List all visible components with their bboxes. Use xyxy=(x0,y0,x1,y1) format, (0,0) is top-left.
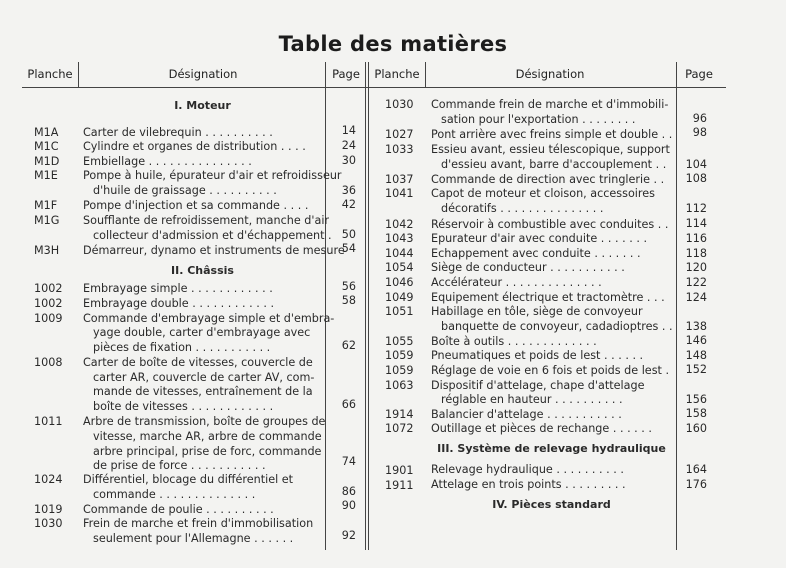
planche-number: 1042 xyxy=(385,218,414,231)
col-divider xyxy=(676,62,677,550)
entry-page: 42 xyxy=(341,198,356,211)
entry-designation: Soufflante de refroidissement, manche d'air xyxy=(83,214,330,227)
entry-designation: Accélérateur . . . . . . . . . . . . . . xyxy=(431,276,602,289)
entry-page: 96 xyxy=(692,112,707,125)
entry-page: 124 xyxy=(685,291,707,304)
entry-designation: réglable en hauteur . . . . . . . . . . xyxy=(441,393,623,406)
planche-number: 1059 xyxy=(385,364,414,377)
entry-designation: commande . . . . . . . . . . . . . . xyxy=(93,488,256,501)
entry-page: 122 xyxy=(685,276,707,289)
entry-page: 104 xyxy=(685,158,707,171)
planche-number: 1046 xyxy=(385,276,414,289)
entry-page: 74 xyxy=(341,455,356,468)
planche-number: 1059 xyxy=(385,349,414,362)
planche-number: 1043 xyxy=(385,232,414,245)
entry-designation: Pont arrière avec freins simple et double . . xyxy=(431,128,673,141)
entry-designation: Commande de poulie . . . . . . . . . . xyxy=(83,503,274,516)
entry-designation: Embrayage double . . . . . . . . . . . . xyxy=(83,297,275,310)
header-planche-left: Planche xyxy=(27,67,73,81)
entry-page: 62 xyxy=(341,339,356,352)
planche-number: 1063 xyxy=(385,379,414,392)
section-title: IV. Pièces standard xyxy=(492,498,611,511)
entry-page: 160 xyxy=(685,422,707,435)
entry-page: 86 xyxy=(341,485,356,498)
entry-designation: Réservoir à combustible avec conduites . . xyxy=(431,218,669,231)
entry-designation: Dispositif d'attelage, chape d'attelage xyxy=(431,379,645,392)
entry-designation: arbre principal, prise de forc, commande xyxy=(93,445,322,458)
entry-designation: Commande d'embrayage simple et d'embra- xyxy=(83,312,335,325)
entry-page: 158 xyxy=(685,407,707,420)
entry-page: 176 xyxy=(685,478,707,491)
entry-page: 108 xyxy=(685,172,707,185)
entry-designation: Relevage hydraulique . . . . . . . . . . xyxy=(431,463,624,476)
planche-number: 1901 xyxy=(385,464,414,477)
header-page-right: Page xyxy=(685,67,713,81)
entry-page: 98 xyxy=(692,126,707,139)
entry-page: 118 xyxy=(685,247,707,260)
entry-page: 120 xyxy=(685,261,707,274)
planche-number: 1030 xyxy=(34,517,63,530)
planche-number: M3H xyxy=(34,244,60,257)
entry-designation: vitesse, marche AR, arbre de commande xyxy=(93,430,322,443)
entry-designation: d'huile de graissage . . . . . . . . . . xyxy=(93,184,277,197)
header-designation-right: Désignation xyxy=(515,67,585,81)
entry-designation: Cylindre et organes de distribution . . . . xyxy=(83,140,306,153)
entry-designation: Pneumatiques et poids de lest . . . . . . xyxy=(431,349,644,362)
entry-designation: Frein de marche et frein d'immobilisation xyxy=(83,517,314,530)
planche-number: 1030 xyxy=(385,98,414,111)
entry-designation: Capot de moteur et cloison, accessoires xyxy=(431,187,655,200)
header-planche-right: Planche xyxy=(374,67,420,81)
entry-page: 90 xyxy=(341,499,356,512)
entry-designation: Boîte à outils . . . . . . . . . . . . . xyxy=(431,335,597,348)
entry-designation: Equipement électrique et tractomètre . . . xyxy=(431,291,665,304)
entry-page: 14 xyxy=(341,124,356,137)
planche-number: M1G xyxy=(34,214,60,227)
entry-page: 54 xyxy=(341,242,356,255)
col-divider xyxy=(365,62,366,550)
entry-designation: Arbre de transmission, boîte de groupes de xyxy=(83,415,326,428)
planche-number: 1002 xyxy=(34,282,63,295)
planche-number: 1911 xyxy=(385,479,414,492)
entry-designation: Siège de conducteur . . . . . . . . . . . xyxy=(431,261,625,274)
planche-number: M1D xyxy=(34,155,60,168)
entry-page: 156 xyxy=(685,393,707,406)
entry-page: 152 xyxy=(685,363,707,376)
planche-number: M1A xyxy=(34,126,59,139)
planche-number: 1033 xyxy=(385,143,414,156)
planche-number: 1037 xyxy=(385,173,414,186)
planche-number: 1019 xyxy=(34,503,63,516)
entry-designation: Balancier d'attelage . . . . . . . . . . . xyxy=(431,408,622,421)
entry-page: 36 xyxy=(341,184,356,197)
entry-designation: Essieu avant, essieu télescopique, support xyxy=(431,143,670,156)
entry-designation: Pompe à huile, épurateur d'air et refroidisseur xyxy=(83,169,342,182)
entry-designation: banquette de convoyeur, cadadioptres . . xyxy=(441,320,673,333)
entry-designation: Démarreur, dynamo et instruments de mesure xyxy=(83,244,345,257)
entry-page: 56 xyxy=(341,280,356,293)
col-divider xyxy=(368,62,369,550)
planche-number: 1027 xyxy=(385,128,414,141)
entry-page: 50 xyxy=(341,228,356,241)
planche-number: 1051 xyxy=(385,305,414,318)
entry-designation: Différentiel, blocage du différentiel et xyxy=(83,473,294,486)
planche-number: 1002 xyxy=(34,297,63,310)
entry-designation: Pompe d'injection et sa commande . . . . xyxy=(83,199,309,212)
entry-designation: Commande de direction avec tringlerie . . xyxy=(431,173,665,186)
entry-page: 58 xyxy=(341,294,356,307)
entry-designation: sation pour l'exportation . . . . . . . . xyxy=(441,113,636,126)
page-title: Table des matières xyxy=(278,32,508,56)
planche-number: 1008 xyxy=(34,356,63,369)
entry-page: 116 xyxy=(685,232,707,245)
entry-page: 112 xyxy=(685,202,707,215)
planche-number: 1041 xyxy=(385,187,414,200)
entry-designation: Carter de vilebrequin . . . . . . . . . . xyxy=(83,126,273,139)
planche-number: 1009 xyxy=(34,312,63,325)
planche-number: 1914 xyxy=(385,408,414,421)
entry-designation: Attelage en trois points . . . . . . . . . xyxy=(431,478,626,491)
header-rule xyxy=(22,87,726,88)
entry-page: 164 xyxy=(685,463,707,476)
entry-designation: seulement pour l'Allemagne . . . . . . xyxy=(93,532,294,545)
entry-page: 66 xyxy=(341,398,356,411)
planche-number: 1054 xyxy=(385,261,414,274)
planche-number: 1055 xyxy=(385,335,414,348)
entry-designation: carter AR, couvercle de carter AV, com- xyxy=(93,371,315,384)
entry-designation: pièces de fixation . . . . . . . . . . . xyxy=(93,341,271,354)
entry-page: 92 xyxy=(341,529,356,542)
entry-designation: Habillage en tôle, siège de convoyeur xyxy=(431,305,643,318)
entry-designation: Carter de boîte de vitesses, couvercle de xyxy=(83,356,313,369)
entry-page: 148 xyxy=(685,349,707,362)
entry-page: 146 xyxy=(685,334,707,347)
entry-designation: Echappement avec conduite . . . . . . . xyxy=(431,247,641,260)
entry-designation: Outillage et pièces de rechange . . . . . . xyxy=(431,422,652,435)
entry-designation: mande de vitesses, entraînement de la xyxy=(93,385,313,398)
col-divider xyxy=(325,62,326,550)
planche-number: M1C xyxy=(34,140,59,153)
section-title: I. Moteur xyxy=(174,99,231,112)
planche-number: 1044 xyxy=(385,247,414,260)
entry-page: 114 xyxy=(685,217,707,230)
entry-designation: Commande frein de marche et d'immobili- xyxy=(431,98,669,111)
planche-number: 1049 xyxy=(385,291,414,304)
entry-designation: Embiellage . . . . . . . . . . . . . . . xyxy=(83,155,252,168)
entry-designation: yage double, carter d'embrayage avec xyxy=(93,326,311,339)
entry-page: 30 xyxy=(341,154,356,167)
planche-number: 1011 xyxy=(34,415,63,428)
section-title: II. Châssis xyxy=(171,264,234,277)
planche-number: 1072 xyxy=(385,422,414,435)
entry-designation: Réglage de voie en 6 fois et poids de lest . xyxy=(431,364,670,377)
col-divider xyxy=(425,62,426,87)
col-divider xyxy=(78,62,79,87)
planche-number: M1F xyxy=(34,199,58,212)
entry-designation: collecteur d'admission et d'échappement . xyxy=(93,229,332,242)
planche-number: 1024 xyxy=(34,473,63,486)
entry-page: 24 xyxy=(341,139,356,152)
entry-designation: boîte de vitesses . . . . . . . . . . . . xyxy=(93,400,274,413)
entry-designation: décoratifs . . . . . . . . . . . . . . . xyxy=(441,202,604,215)
entry-designation: Embrayage simple . . . . . . . . . . . . xyxy=(83,282,273,295)
planche-number: M1E xyxy=(34,169,58,182)
entry-designation: d'essieu avant, barre d'accouplement . . xyxy=(441,158,667,171)
header-page-left: Page xyxy=(332,67,360,81)
header-designation-left: Désignation xyxy=(168,67,238,81)
entry-designation: Epurateur d'air avec conduite . . . . . . . xyxy=(431,232,648,245)
entry-designation: de prise de force . . . . . . . . . . . xyxy=(93,459,266,472)
section-title: III. Système de relevage hydraulique xyxy=(437,442,666,455)
entry-page: 138 xyxy=(685,320,707,333)
